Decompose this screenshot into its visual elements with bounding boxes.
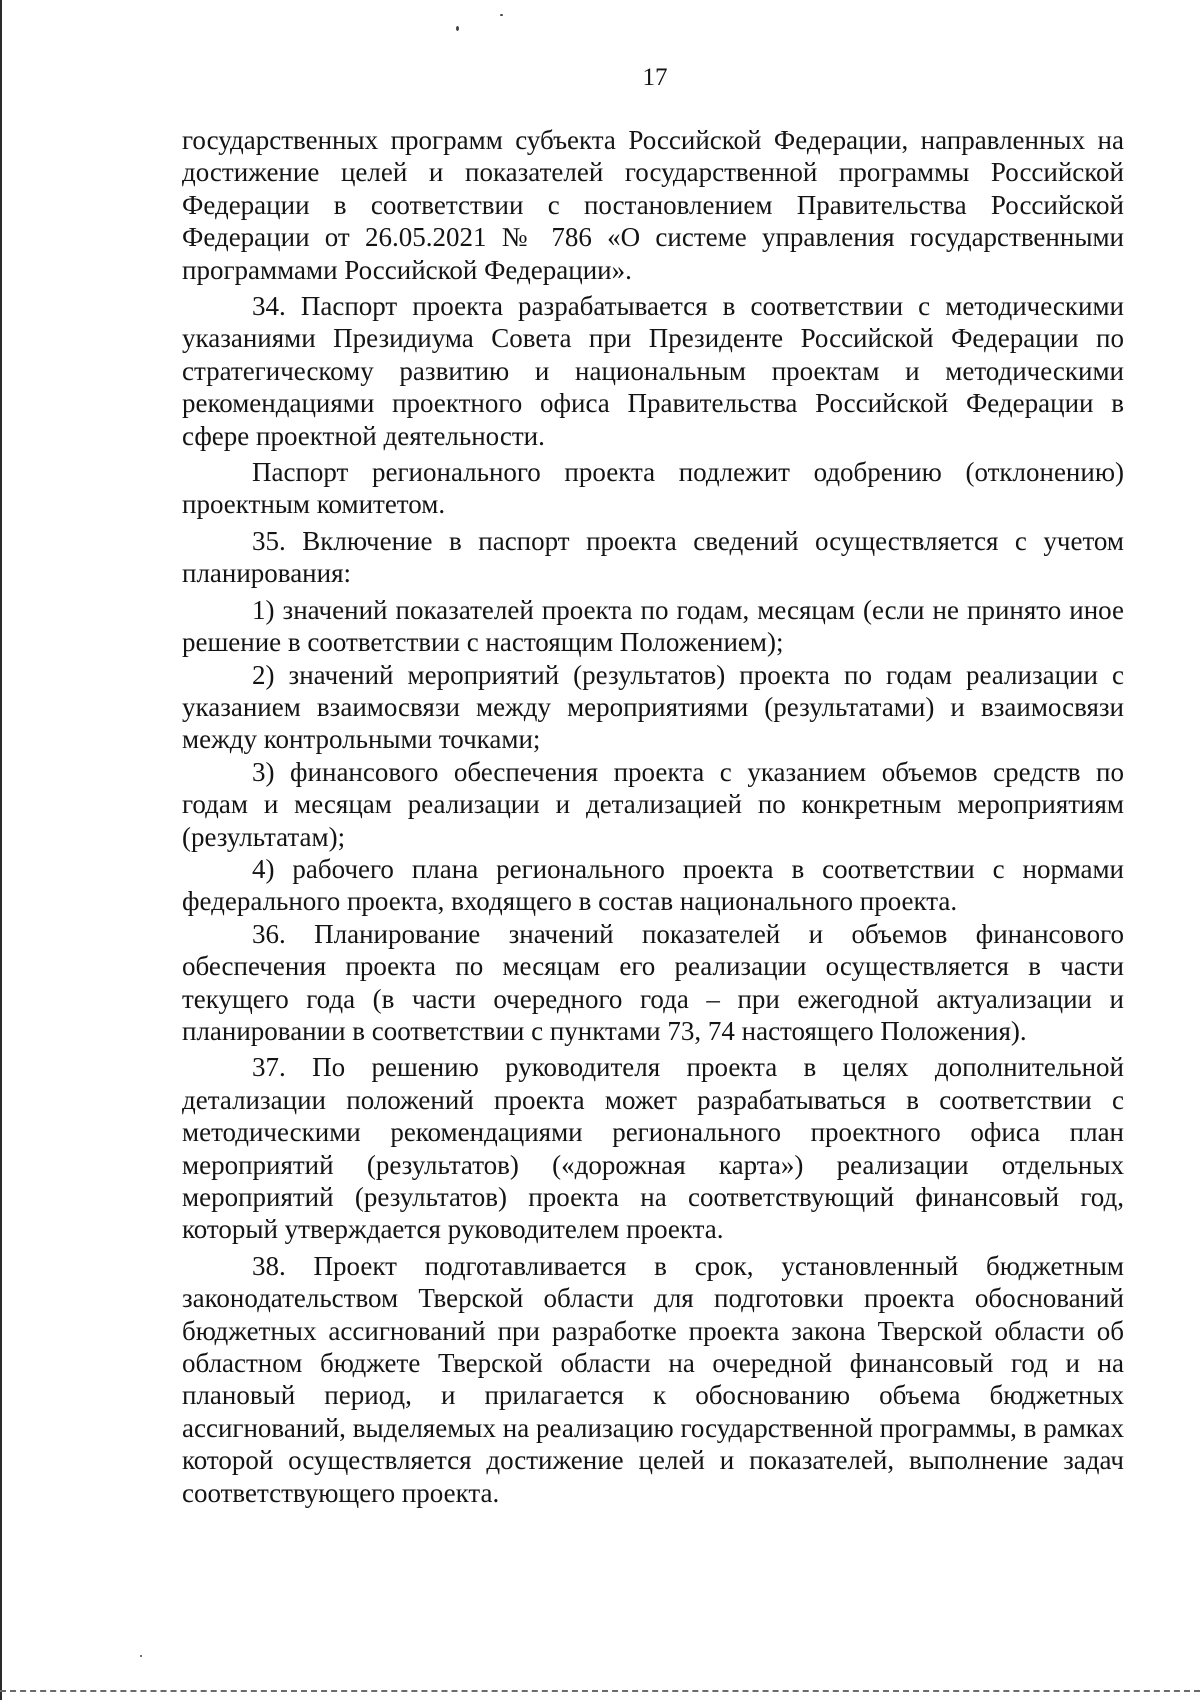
paragraph-38: 38. Проект подготавливается в срок, установленный бюджетным законодательством Тверской области для подготовки проекта обоснований бюджетных ассигнований при разработке проекта закона Тверской области об областном бюджете Тверской области на очередной финансовый год и на плановый период, и прилагается к обоснованию объема бюджетных ассигнований, выделяемых на реализацию государственной программы, в рамках которой осуществляется достижение целей и показателей, выполнение задач соответствующего проекта. xyxy=(182,1250,1124,1508)
page-number: 17 xyxy=(642,64,668,91)
scan-speck xyxy=(500,14,503,16)
scan-edge-left xyxy=(0,0,2,1700)
scan-edge-bottom xyxy=(0,1690,1200,1692)
list-item-35-2: 2) значений мероприятий (результатов) проекта по годам реализации с указанием взаимосвязи между мероприятиями (результатами) и взаимосвязи между контрольными точками; xyxy=(182,659,1124,755)
paragraph-36: 36. Планирование значений показателей и объемов финансового обеспечения проекта по месяцам его реализации осуществляется в части текущего года (в части очередного года – при ежегодной актуализации и планировании в соответствии с пунктами 73, 74 настоящего Положения). xyxy=(182,918,1124,1046)
paragraph-34-approval: Паспорт регионального проекта подлежит одобрению (отклонению) проектным комитетом. xyxy=(182,457,1124,520)
list-item-35-1: 1) значений показателей проекта по годам, месяцам (если не принято иное решение в соответствии с настоящим Положением); xyxy=(182,594,1124,658)
paragraph-37: 37. По решению руководителя проекта в целях дополнительной детализации положений проекта может разрабатываться в соответствии с методическими рекомендациями регионального проектного офиса план мероприятий (результатов) («дорожная карта») реализации отдельных мероприятий (результатов) проекта на соответствующий финансовый год, который утверждается руководителем проекта. xyxy=(182,1052,1124,1245)
list-item-35-4: 4) рабочего плана регионального проекта в соответствии с нормами федерального проекта, входящего в состав национального проекта. xyxy=(182,853,1124,917)
paragraph-continuation: государственных программ субъекта Российской Федерации, направленных на достижение целей и показателей государственной программы Российской Федерации в соответствии с постановлением Правительства Российской Федерации от 26.05.2021 № 786 «О системе управления государственными программами Российской Федерации». xyxy=(182,125,1124,285)
scan-speck xyxy=(456,26,459,31)
list-item-35-3: 3) финансового обеспечения проекта с указанием объемов средств по годам и месяцам реализации и детализацией по конкретным мероприятиям (результатам); xyxy=(182,756,1124,852)
paragraph-35: 35. Включение в паспорт проекта сведений осуществляется с учетом планирования: xyxy=(182,525,1124,589)
scan-speck xyxy=(140,1655,142,1657)
document-body xyxy=(182,124,1124,1509)
paragraph-34: 34. Паспорт проекта разрабатывается в соответствии с методическими указаниями Президиума Совета при Президенте Российской Федерации по стратегическому развитию и национальным проектам и методическими рекомендациями проектного офиса Правительства Российской Федерации в сфере проектной деятельности. xyxy=(182,291,1124,451)
